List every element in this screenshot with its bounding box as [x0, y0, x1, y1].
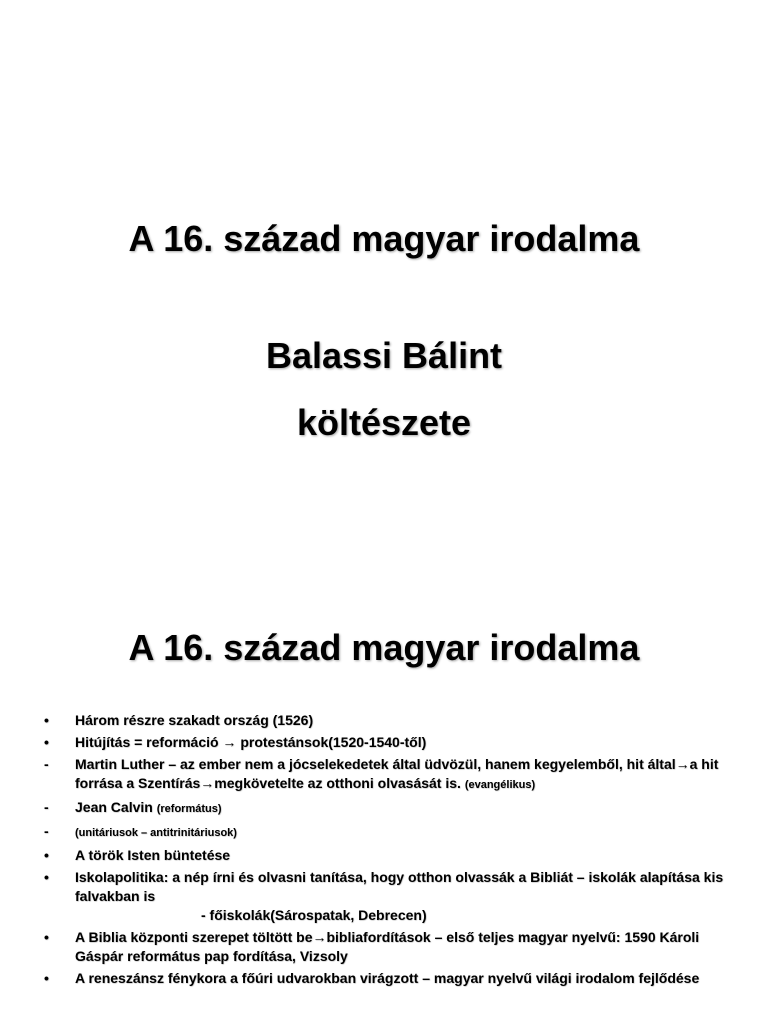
bullet-marker: •: [44, 712, 49, 728]
bullet-marker: •: [44, 929, 49, 945]
slide-subtitle-line1: Balassi Bálint: [265, 335, 503, 376]
list-item: [0, 928, 768, 966]
list-item-text: Iskolapolitika: a nép írni és olvasni tanítása, hogy otthon olvassák a Bibliát – iskolák alapítása kis falvakban is: [75, 869, 724, 904]
bullet-marker: •: [44, 970, 49, 986]
list-item: [0, 798, 768, 819]
dash-marker: -: [44, 756, 49, 772]
list-item-text: A Biblia központi szerepet töltött be→bibliafordítások – első teljes magyar nyelvű: 1590 Károli Gáspár református pap fordítása, Vizsoly: [75, 929, 700, 964]
list-item-note: (evangélikus): [464, 779, 536, 791]
list-item: [0, 868, 768, 925]
list-item-text: Hitújítás = reformáció → protestánsok(1520-1540-től): [75, 734, 427, 750]
bullet-marker: •: [44, 847, 49, 863]
content-slide-title: A 16. század magyar irodalma: [128, 627, 640, 668]
list-item-note: (unitáriusok – antitrinitáriusok): [75, 827, 237, 839]
list-item-text: Jean Calvin: [75, 799, 153, 815]
list-item-text: Martin Luther – az ember nem a jócselekedetek által üdvözül, hanem kegyelemből, hit által→a hit forrása a Szentírás→megkövetelte az otthoni olvasását is.: [75, 756, 719, 791]
dash-marker: -: [44, 823, 49, 839]
list-item: [0, 755, 768, 795]
list-item: [0, 822, 768, 843]
dash-marker: -: [44, 799, 49, 815]
bullet-marker: •: [44, 734, 49, 750]
slide-title: A 16. század magyar irodalma: [128, 218, 640, 259]
list-item: [0, 711, 768, 730]
list-item-text: A török Isten büntetése: [75, 847, 231, 863]
list-item: [0, 846, 768, 865]
list-item: [0, 733, 768, 752]
list-item-text: Három részre szakadt ország (1526): [75, 712, 314, 728]
content-slide: [0, 575, 768, 1024]
bullet-marker: •: [44, 869, 49, 885]
slide-subtitle-line2: költészete: [296, 402, 472, 443]
list-item-subline: - főiskolák(Sárospatak, Debrecen): [201, 907, 427, 923]
list-item: [0, 969, 768, 988]
list-item-text: A reneszánsz fénykora a főúri udvarokban virágzott – magyar nyelvű világi irodalom fejlődése: [75, 970, 700, 986]
list-item-note: (református): [156, 803, 222, 815]
bullet-list: [0, 711, 768, 991]
